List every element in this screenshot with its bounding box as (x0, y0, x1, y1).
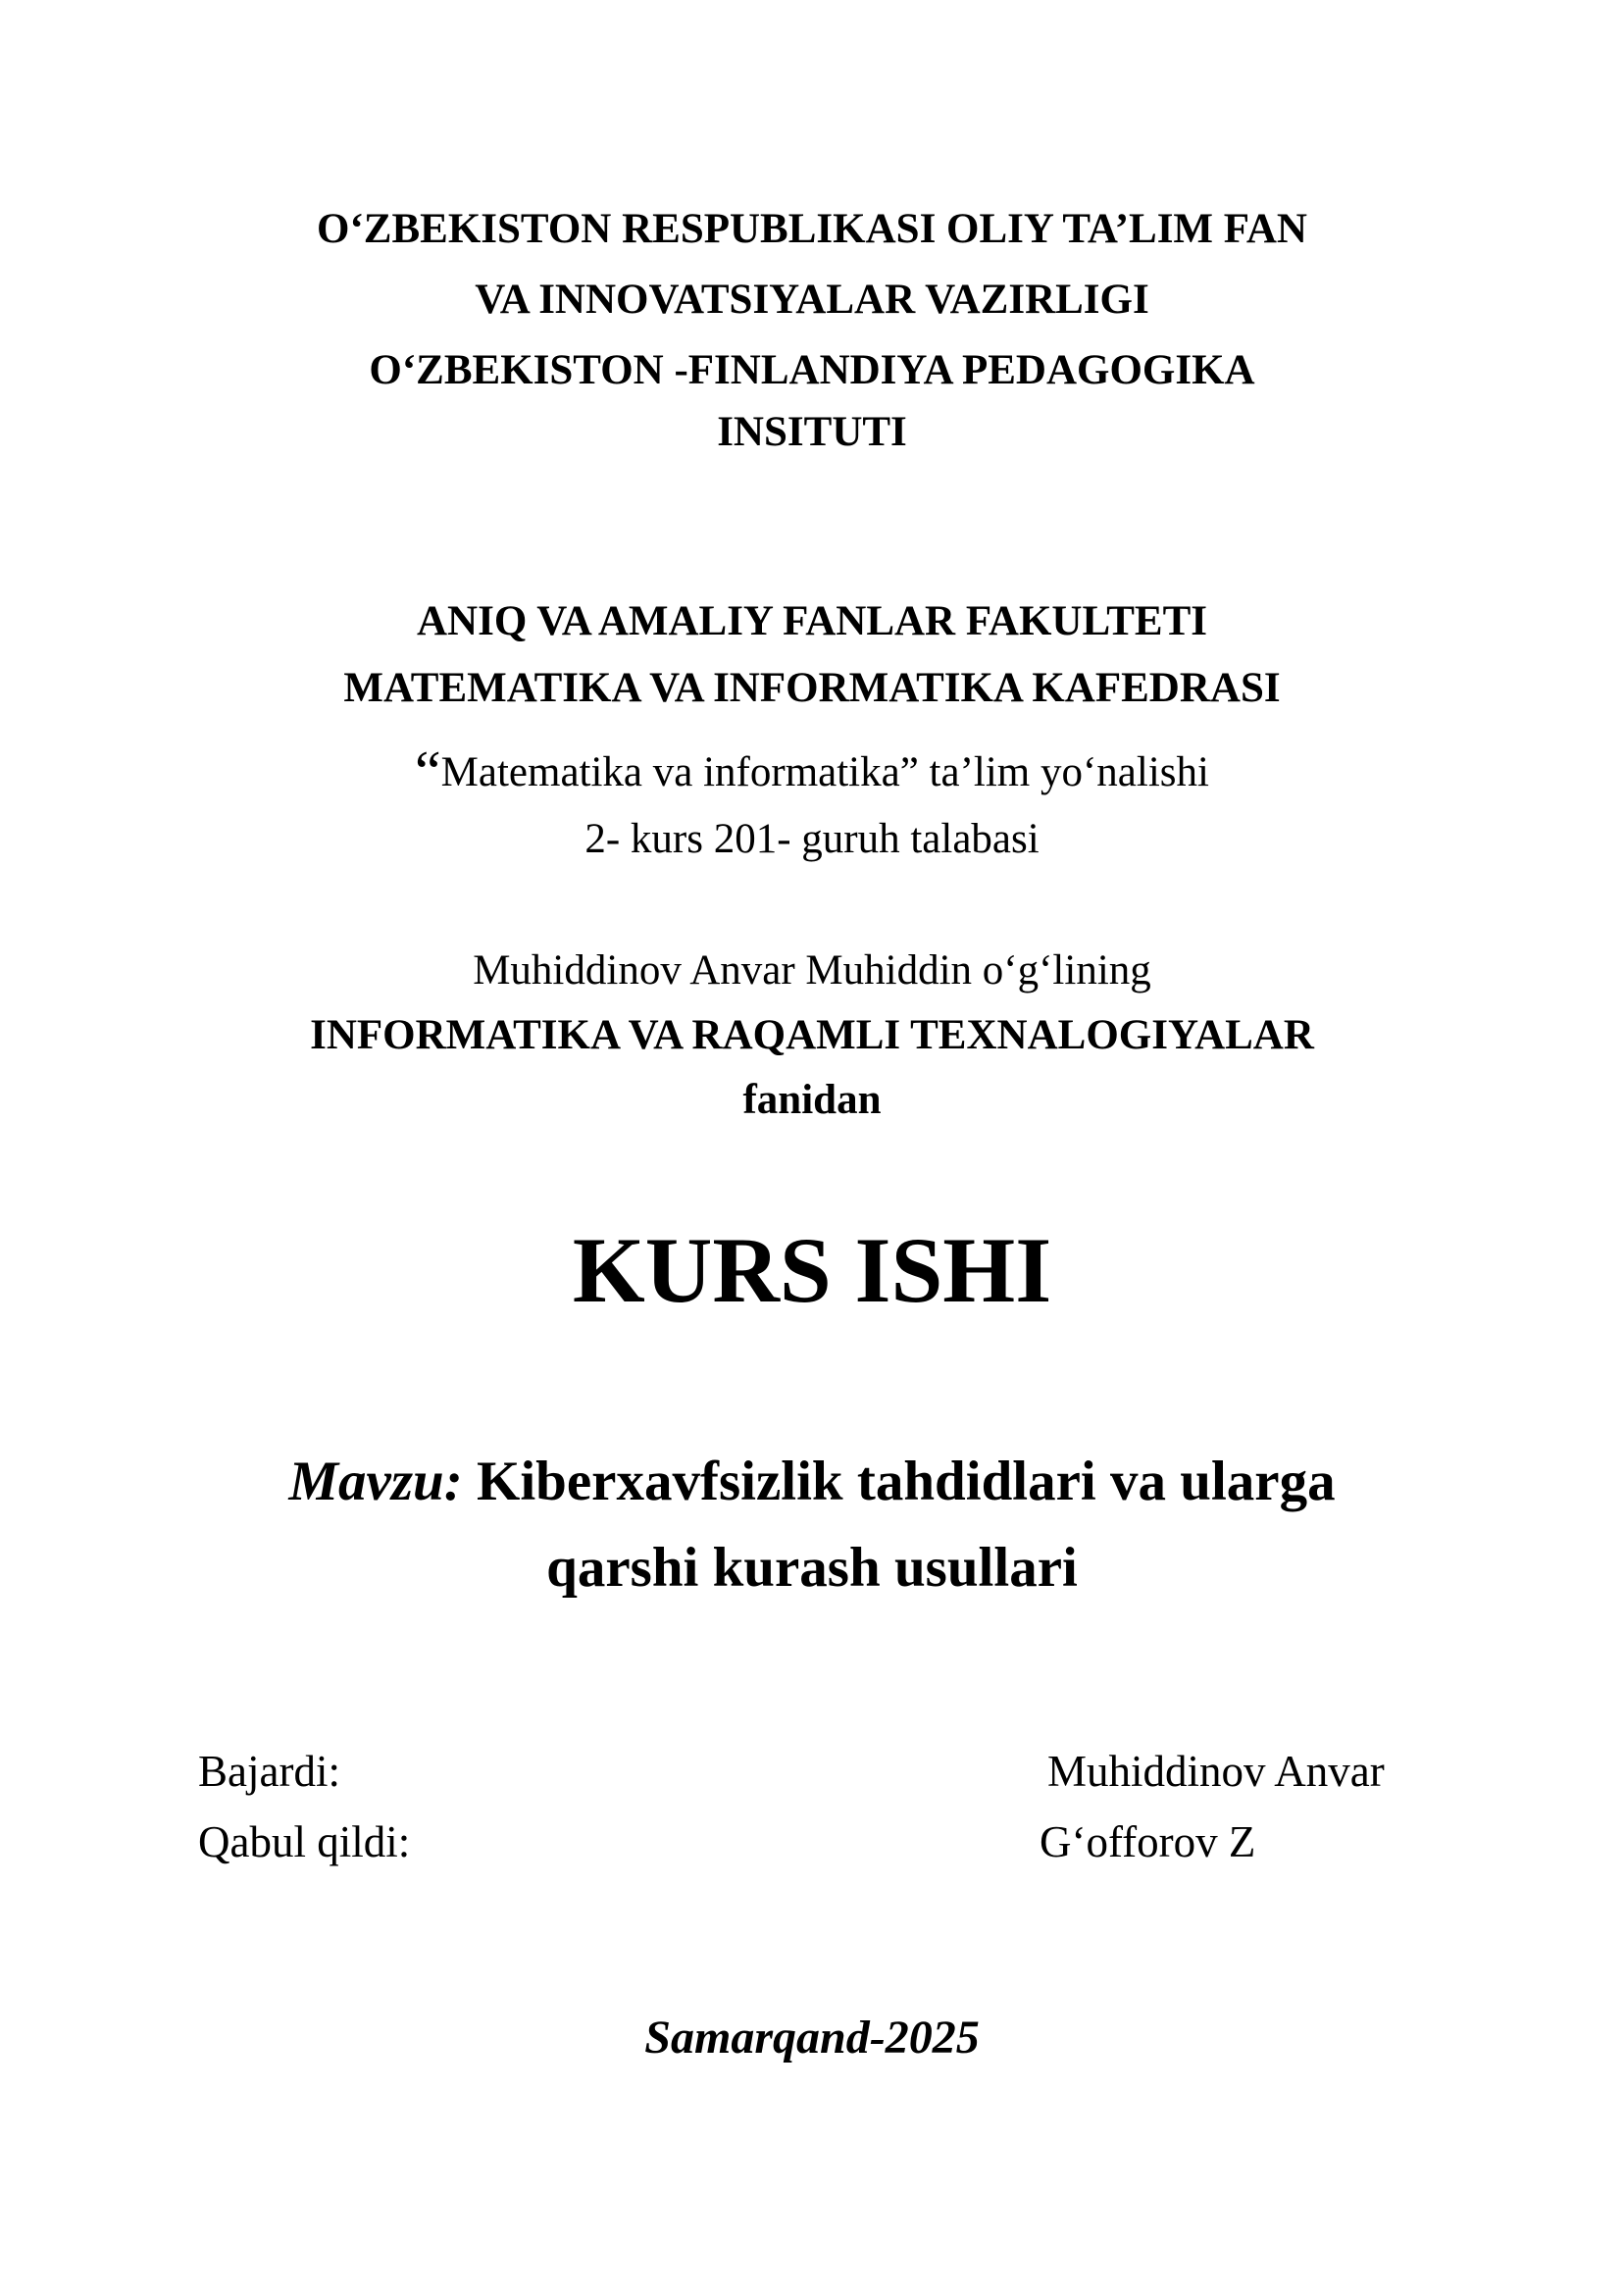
topic-line-2: qarshi kurash usullari (546, 1537, 1078, 1599)
performed-label: Bajardi: (198, 1747, 340, 1796)
program-line (0, 739, 1624, 804)
course-group: 2- kurs 201- guruh talabasi (584, 816, 1040, 862)
subject-suffix: fanidan (742, 1077, 882, 1123)
ministry-line-2: VA INNOVATSIYALAR VAZIRLIGI (475, 277, 1149, 323)
document-title: KURS ISHI (572, 1218, 1052, 1322)
department-name: MATEMATIKA VA INFORMATIKA KAFEDRASI (343, 665, 1281, 711)
accepted-label: Qabul qildi: (198, 1817, 411, 1866)
institute-line-2: INSITUTI (717, 409, 907, 455)
city-year: Samarqand-2025 (644, 2012, 980, 2064)
performed-name: Muhiddinov Anvar (1047, 1747, 1385, 1796)
program-name: Matematika va informatika” ta’lim yo‘nalishi (440, 749, 1209, 795)
ministry-line-1: O‘ZBEKISTON RESPUBLIKASI OLIY TA’LIM FAN (317, 206, 1307, 252)
student-name: Muhiddinov Anvar Muhiddin o‘g‘lining (473, 947, 1151, 994)
topic-line-1 (0, 1451, 1624, 1512)
faculty-name: ANIQ VA AMALIY FANLAR FAKULTETI (417, 598, 1207, 644)
accepted-name: G‘offorov Z (1040, 1817, 1256, 1866)
opening-quote: “ (415, 739, 441, 804)
topic-text-1: Kiberxavfsizlik tahdidlari va ularga (476, 1451, 1336, 1512)
topic-label: Mavzu: (288, 1451, 463, 1512)
subject-name: INFORMATIKA VA RAQAMLI TEXNALOGIYALAR (310, 1012, 1314, 1058)
institute-line-1: O‘ZBEKISTON -FINLANDIYA PEDAGOGIKA (369, 347, 1255, 393)
